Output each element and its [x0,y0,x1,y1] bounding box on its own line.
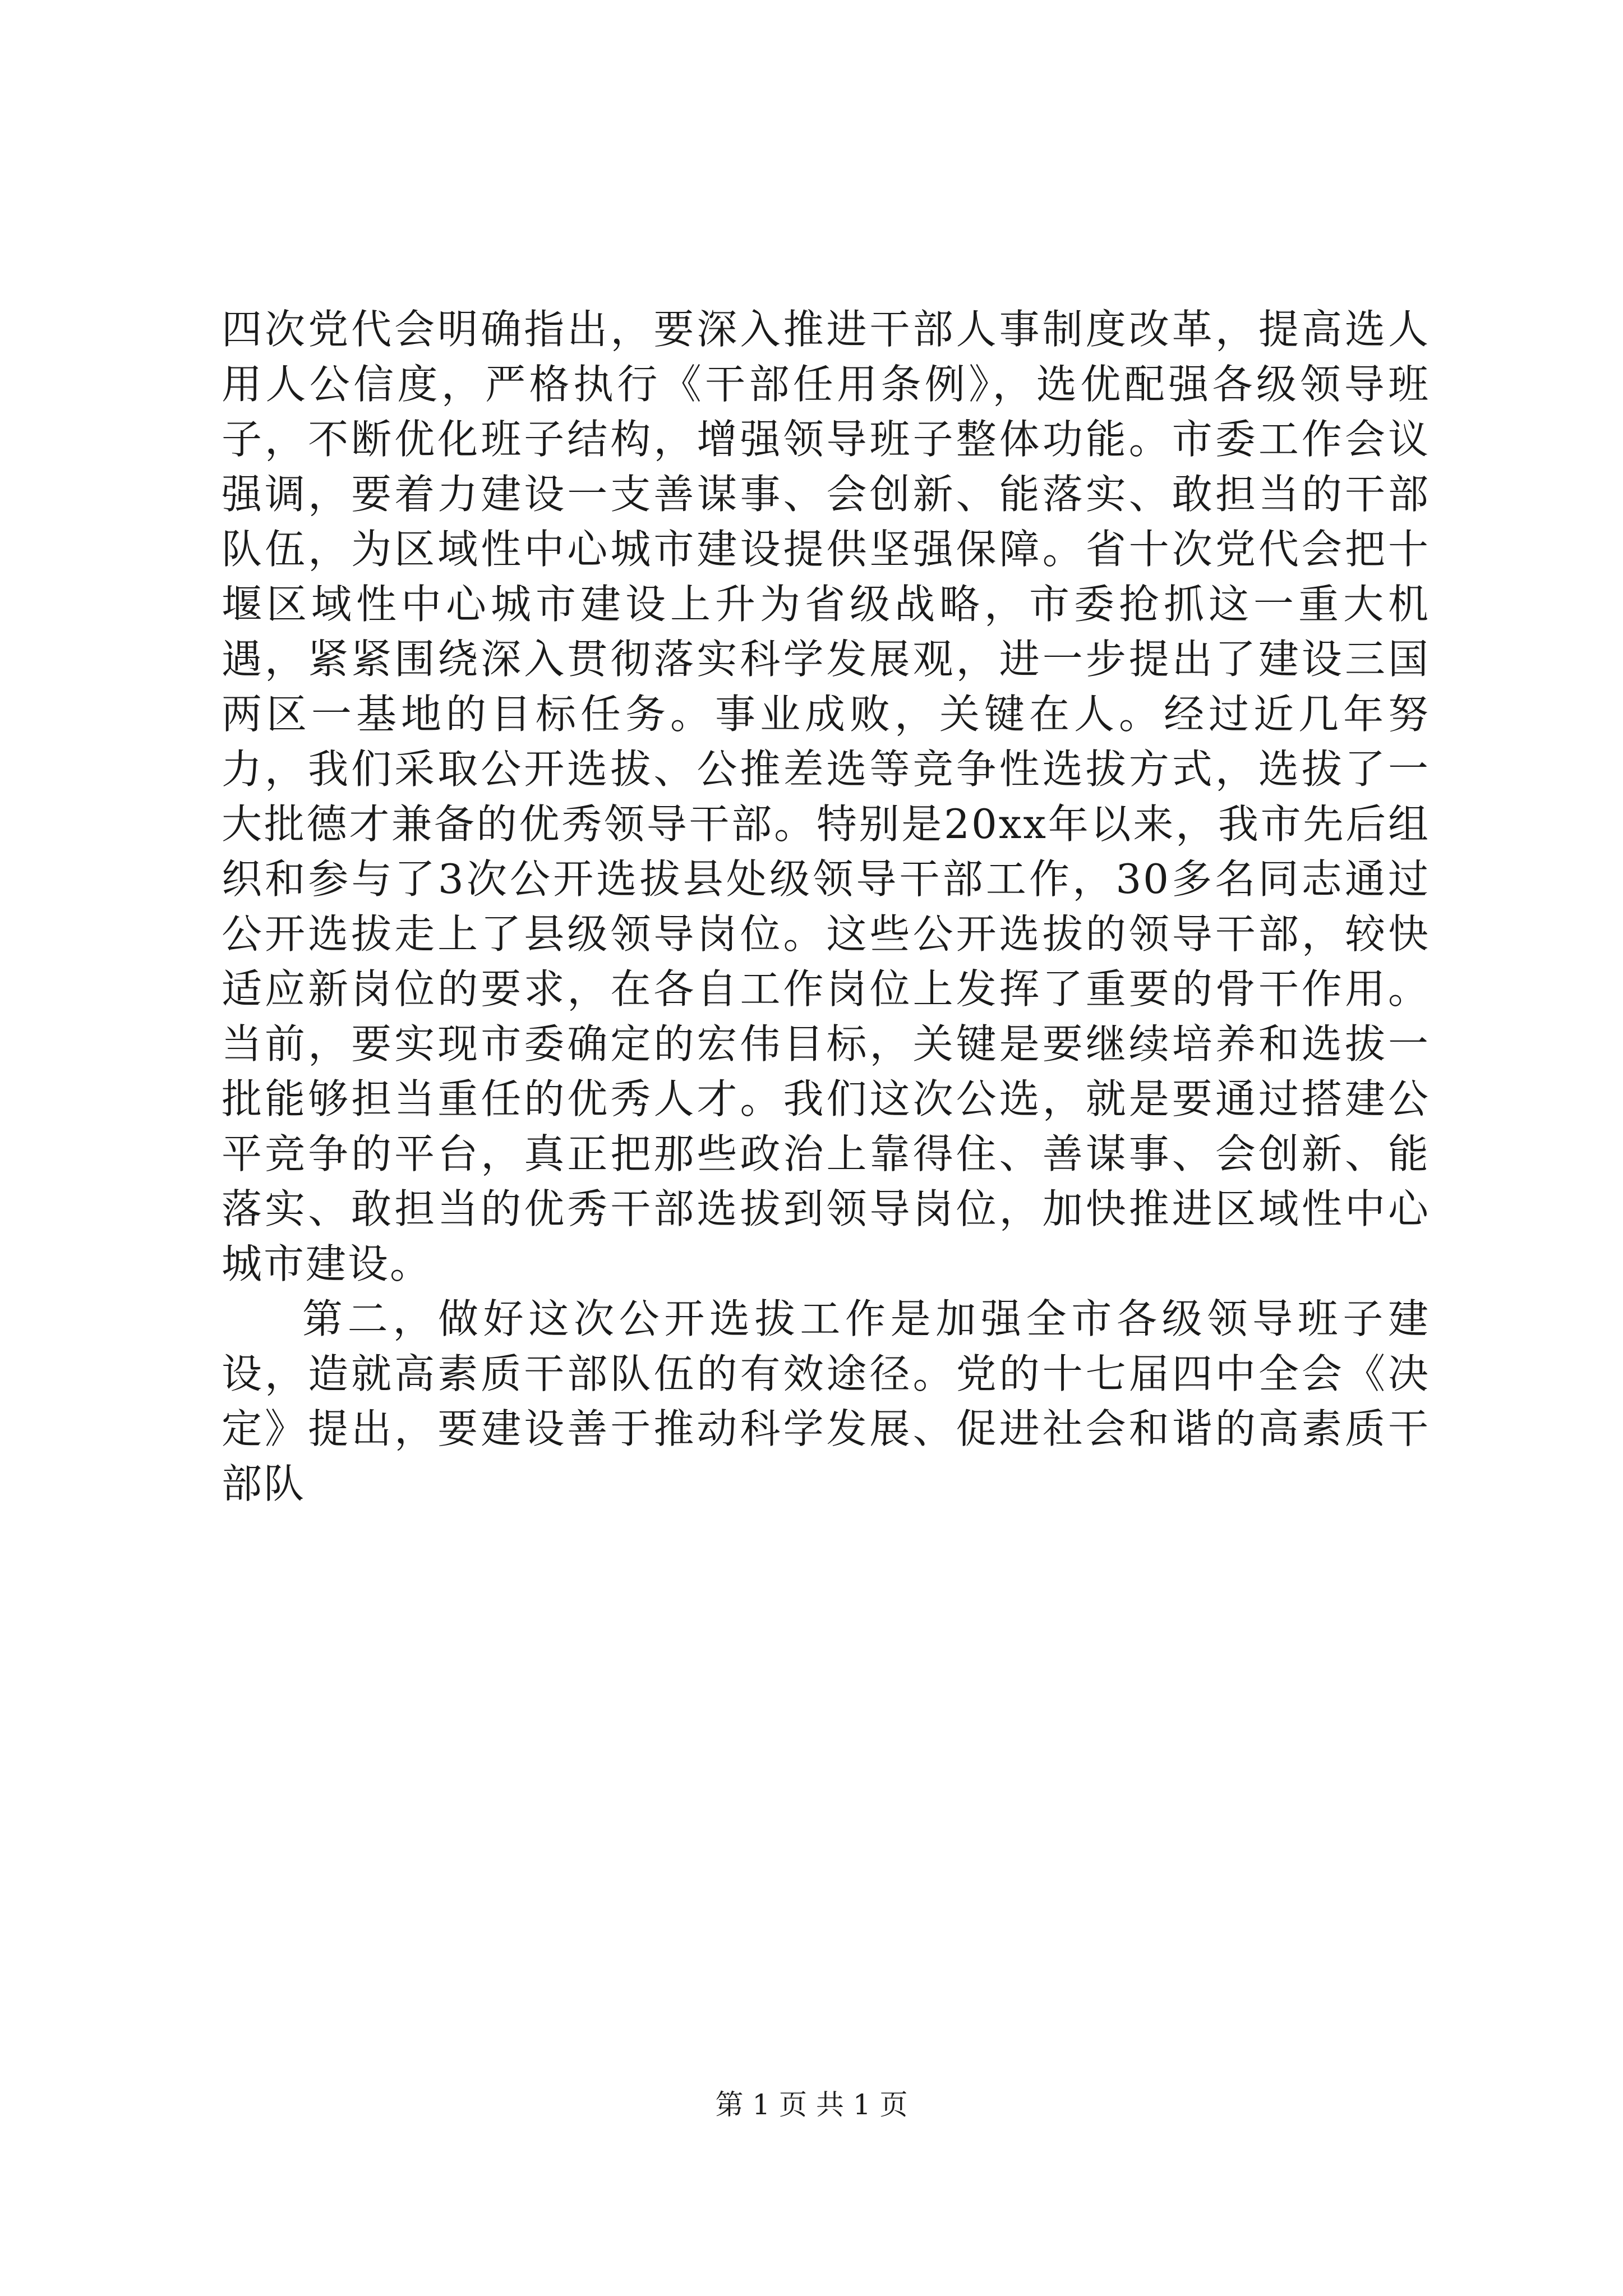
paragraph-second-point: 第二，做好这次公开选拔工作是加强全市各级领导班子建设，造就高素质干部队伍的有效途径。党的十七届四中全会《决定》提出，要建设善于推动科学发展、促进社会和谐的高素质干部队 [222,1295,1430,1507]
page-footer: 第 1 页 共 1 页 [715,2088,908,2121]
paragraph-continued: 四次党代会明确指出，要深入推进干部人事制度改革，提高选人用人公信度，严格执行《干部任用条例》，选优配强各级领导班子，不断优化班子结构，增强领导班子整体功能。市委工作会议强调，要着力建设一支善谋事、会创新、能落实、敢担当的干部队伍，为区域性中心城市建设提供坚强保障。省十次党代会把十堰区域性中心城市建设上升为省级战略，市委抢抓这一重大机遇，紧紧围绕深入贯彻落实科学发展观，进一步提出了建设三国两区一基地的目标任务。事业成败，关键在人。经过近几年努力，我们采取公开选拔、公推差选等竞争性选拔方式，选拔了一大批德才兼备的优秀领导干部。特别是20xx年以来，我市先后组织和参与了3次公开选拔县处级领导干部工作，30多名同志通过公开选拔走上了县级领导岗位。这些公开选拔的领导干部，较快适应新岗位的要求，在各自工作岗位上发挥了重要的骨干作用。当前，要实现市委确定的宏伟目标，关键是要继续培养和选拔一批能够担当重任的优秀人才。我们这次公选，就是要通过搭建公平竞争的平台，真正把那些政治上靠得住、善谋事、会创新、能落实、敢担当的优秀干部选拔到领导岗位，加快推进区域性中心城市建设。 [222,306,1430,1287]
document-body [222,302,1430,1511]
